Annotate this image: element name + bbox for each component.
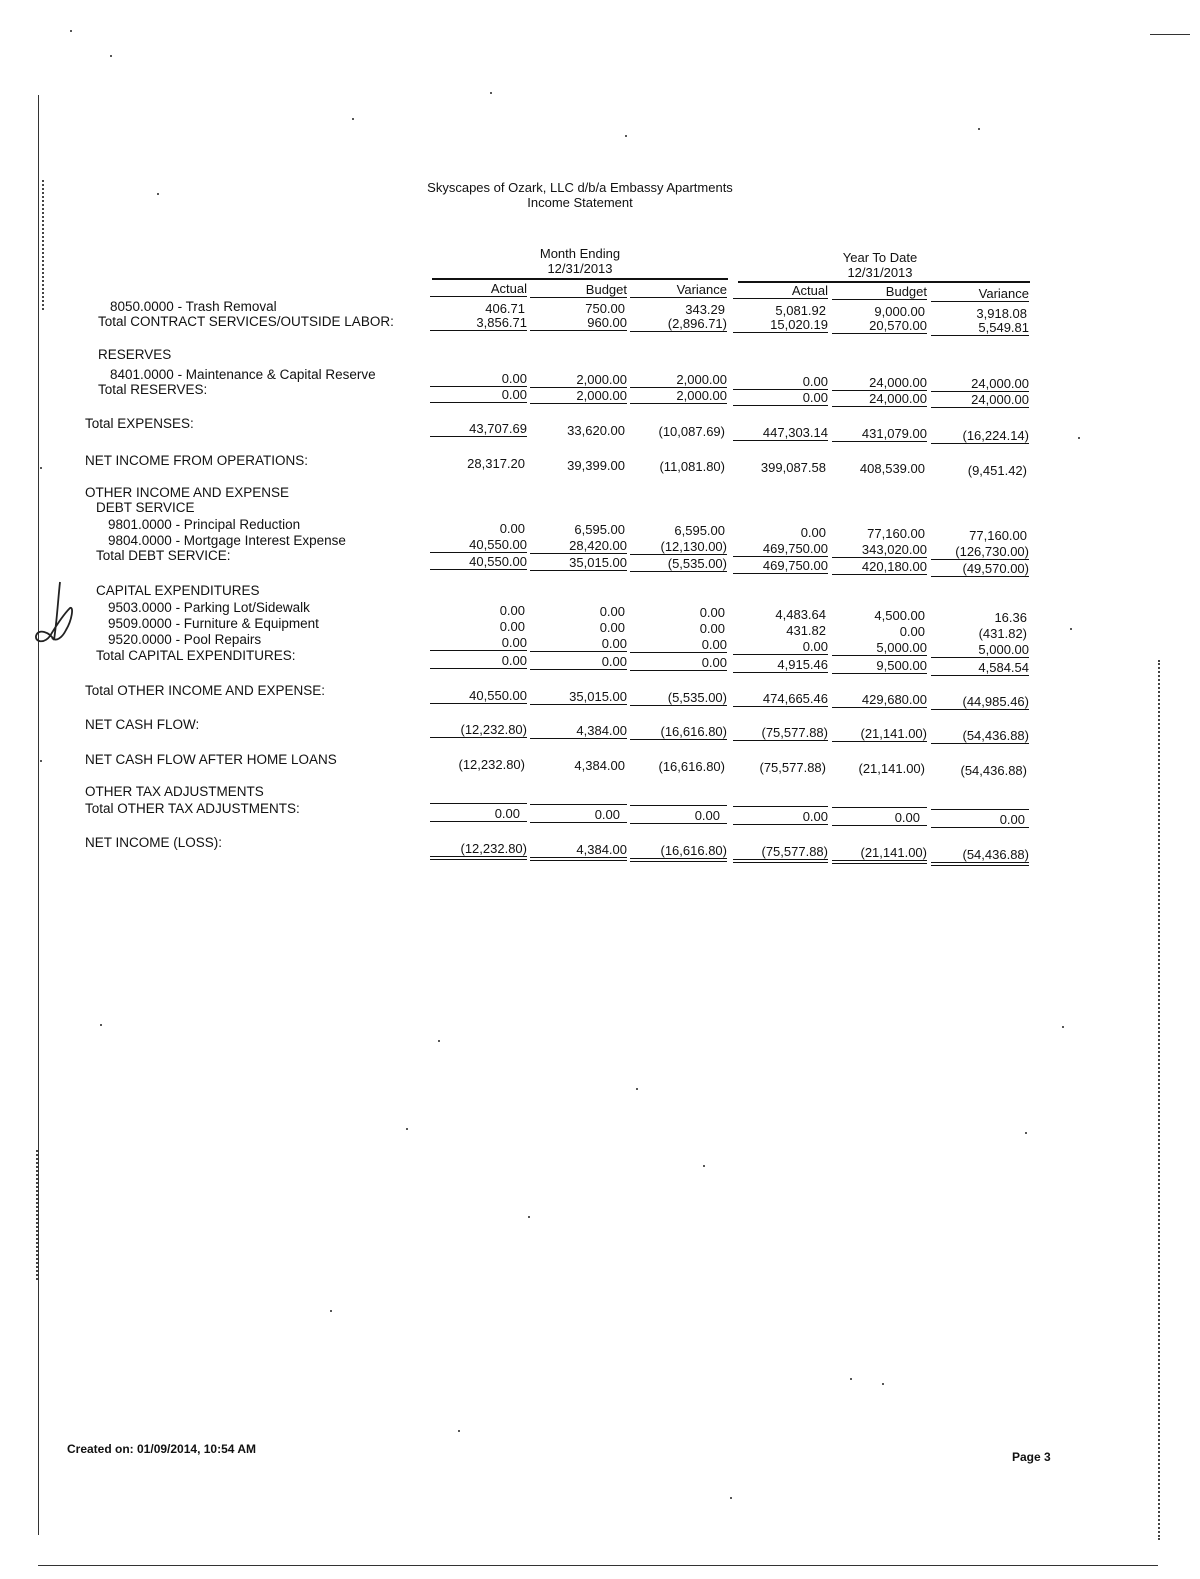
period-ytd-date: 12/31/2013 [847,265,913,280]
cell: 420,180.00 [832,559,927,575]
speck [730,1497,732,1499]
cell: 431.82 [786,623,826,638]
cell: 469,750.00 [733,558,828,574]
period-month-date: 12/31/2013 [547,261,613,276]
section-label: OTHER INCOME AND EXPENSE [85,485,290,500]
cell: (12,232.80) [430,722,527,738]
row-label: 9804.0000 - Mortgage Interest Expense [108,533,346,548]
cell: 0.00 [630,637,727,653]
speck [1070,628,1072,630]
cell: (126,730.00) [931,544,1029,560]
cell: 0.00 [699,605,725,620]
col-header-actual-month: Actual [430,281,527,297]
speck [330,1310,332,1312]
cell: 77,160.00 [867,526,925,541]
cell: 4,584.54 [931,660,1029,676]
report-title: Income Statement [527,195,633,210]
cell: (5,535.00) [630,690,727,706]
cell: (16,616.80) [630,843,727,862]
cell: (10,087.69) [658,424,725,439]
section-label: CAPITAL EXPENDITURES [96,583,260,598]
cell: 2,000.00 [530,372,627,388]
tax-adj-top-rule [733,806,828,807]
row-label: 9801.0000 - Principal Reduction [108,517,301,532]
row-label: Total EXPENSES: [85,416,194,431]
period-ytd-label: Year To Date [842,250,918,265]
cell: (12,232.80) [430,841,527,860]
cell: 43,707.69 [430,421,527,437]
cell: 40,550.00 [430,537,527,553]
created-on-text: Created on: 01/09/2014, 10:54 AM [67,1442,256,1456]
section-label: OTHER TAX ADJUSTMENTS [85,784,264,799]
speck [406,1128,408,1130]
cell: 9,500.00 [832,658,927,674]
speck [528,1216,530,1218]
cell: 0.00 [800,525,826,540]
bottom-rule [38,1565,1158,1566]
row-label: NET CASH FLOW: [85,717,200,732]
cell: 5,549.81 [931,320,1029,336]
cell: 474,665.46 [733,691,828,707]
speck [1078,437,1080,439]
tax-adj-top-rule [530,804,627,805]
cell: 0.00 [430,806,527,822]
cell: 3,856.71 [430,315,527,331]
cell: 24,000.00 [931,392,1029,408]
cell: 4,915.46 [733,657,828,673]
cell: 20,570.00 [832,318,927,334]
speck [100,1024,102,1026]
cell: 28,317.20 [467,456,525,471]
cell: 77,160.00 [969,528,1027,543]
cell: 0.00 [630,655,727,671]
cell: 408,539.00 [859,461,925,476]
cell: 447,303.14 [733,425,828,441]
cell: 4,384.00 [530,842,627,861]
cell: (54,436.88) [960,763,1027,778]
cell: 0.00 [599,604,625,619]
cell: 6,595.00 [674,523,725,538]
speck [40,760,42,762]
period-month-label: Month Ending [539,246,621,261]
cell: 0.00 [530,654,627,670]
cell: 35,015.00 [530,689,627,705]
col-header-actual-ytd: Actual [733,283,828,299]
cell: 24,000.00 [931,376,1029,392]
cell: 33,620.00 [567,423,625,438]
col-header-budget-ytd: Budget [832,284,927,300]
cell: 2,000.00 [630,388,727,404]
row-label: 9509.0000 - Furniture & Equipment [108,616,319,631]
cell: 5,000.00 [931,642,1029,658]
cell: 0.00 [931,812,1029,828]
cell: (75,577.88) [759,760,826,775]
period-month-rule [432,278,728,280]
cell: 3,918.08 [976,306,1027,321]
cell: (9,451.42) [967,463,1027,478]
left-page-edge [38,95,39,1535]
cell: 750.00 [585,301,625,316]
row-label: NET INCOME FROM OPERATIONS: [85,453,309,468]
speck [1025,1132,1027,1134]
cell: 0.00 [530,636,627,652]
col-header-variance-ytd: Variance [931,286,1029,302]
cell: (49,570.00) [931,561,1029,577]
cell: (16,616.80) [630,724,727,740]
col-header-budget-month: Budget [530,282,627,298]
cell: (75,577.88) [733,844,828,863]
cell: 4,384.00 [530,723,627,739]
tax-adj-top-rule [630,805,727,806]
cell: (16,616.80) [658,759,725,774]
cell: (2,896.71) [630,316,727,332]
speck [490,92,492,94]
cell: (11,081.80) [659,459,725,474]
speck [882,1383,884,1385]
cell: 24,000.00 [832,375,927,391]
cell: 0.00 [630,808,727,824]
cell: (12,130.00) [630,539,727,555]
cell: 399,087.58 [760,460,826,475]
left-dotted-edge-lower [36,1150,38,1280]
col-header-variance-month: Variance [630,282,727,298]
cell: 0.00 [699,621,725,636]
cell: 28,420.00 [530,538,627,554]
cell: 9,000.00 [874,304,925,319]
cell: 0.00 [430,387,527,403]
handwritten-initials [30,580,80,650]
right-dotted-edge [1158,660,1160,1540]
cell: 24,000.00 [832,391,927,407]
cell: 40,550.00 [430,688,527,704]
speck [110,55,112,57]
row-label: Total RESERVES: [98,382,208,397]
speck [70,30,72,32]
cell: (21,141.00) [832,726,927,742]
cell: (5,535.00) [630,556,727,572]
row-label: Total CONTRACT SERVICES/OUTSIDE LABOR: [98,314,394,329]
speck [625,135,627,137]
section-label: RESERVES [98,347,172,362]
cell: 429,680.00 [832,692,927,708]
row-label: Total OTHER TAX ADJUSTMENTS: [85,801,300,816]
speck [850,1378,852,1380]
cell: 2,000.00 [630,372,727,388]
cell: (21,141.00) [832,845,927,864]
cell: 40,550.00 [430,554,527,570]
cell: 0.00 [499,619,525,634]
row-label: 9520.0000 - Pool Repairs [108,632,262,647]
cell: 469,750.00 [733,541,828,557]
cell: 431,079.00 [832,426,927,442]
cell: (21,141.00) [858,761,925,776]
tax-adj-top-rule [832,807,927,808]
page-number: Page 3 [1012,1450,1051,1464]
speck [438,1040,440,1042]
cell: 960.00 [530,315,627,331]
cell: 0.00 [733,390,828,406]
speck [352,118,354,120]
cell: (44,985.46) [931,694,1029,710]
cell: (75,577.88) [733,725,828,741]
cell: 5,000.00 [832,640,927,656]
speck [458,1430,460,1432]
cell: 406.71 [485,301,525,316]
cell: 2,000.00 [530,388,627,404]
top-right-rule [1150,34,1190,35]
speck [703,1165,705,1167]
cell: 4,483.64 [775,607,826,622]
cell: (12,232.80) [458,757,525,772]
tax-adj-top-rule [931,809,1029,810]
tax-adj-top-rule [430,803,527,804]
cell: 0.00 [530,807,627,823]
speck [636,1088,638,1090]
cell: (16,224.14) [931,428,1029,444]
cell: 343,020.00 [832,542,927,558]
row-label: 9503.0000 - Parking Lot/Sidewalk [108,600,310,615]
cell: 4,384.00 [574,758,625,773]
cell: 16.36 [994,610,1027,625]
row-label: 8401.0000 - Maintenance & Capital Reserve [110,367,376,382]
row-label: Total DEBT SERVICE: [96,548,231,563]
cell: 6,595.00 [574,522,625,537]
row-label: NET INCOME (LOSS): [85,835,223,850]
cell: 0.00 [430,371,527,387]
cell: (54,436.88) [931,728,1029,744]
cell: 0.00 [430,635,527,651]
row-label: 8050.0000 - Trash Removal [110,299,277,314]
cell: 343.29 [685,302,725,317]
speck [1062,1026,1064,1028]
cell: 0.00 [599,620,625,635]
cell: 39,399.00 [567,458,625,473]
row-label: Total CAPITAL EXPENDITURES: [96,648,296,663]
cell: (431.82) [978,626,1027,641]
cell: 0.00 [733,809,828,825]
cell: (54,436.88) [931,847,1029,866]
cell: 0.00 [733,374,828,390]
cell: 0.00 [832,810,927,826]
company-title: Skyscapes of Ozark, LLC d/b/a Embassy Apartments [427,180,733,195]
cell: 0.00 [430,653,527,669]
row-label: NET CASH FLOW AFTER HOME LOANS [85,752,337,767]
cell: 5,081.92 [775,303,826,318]
speck [40,467,42,469]
cell: 0.00 [499,603,525,618]
cell: 35,015.00 [530,555,627,571]
speck [978,128,980,130]
row-label: Total OTHER INCOME AND EXPENSE: [85,683,326,698]
section-label: DEBT SERVICE [96,500,195,515]
cell: 0.00 [733,639,828,655]
cell: 4,500.00 [874,608,925,623]
cell: 0.00 [499,521,525,536]
cell: 15,020.19 [733,317,828,333]
cell: 0.00 [899,624,925,639]
